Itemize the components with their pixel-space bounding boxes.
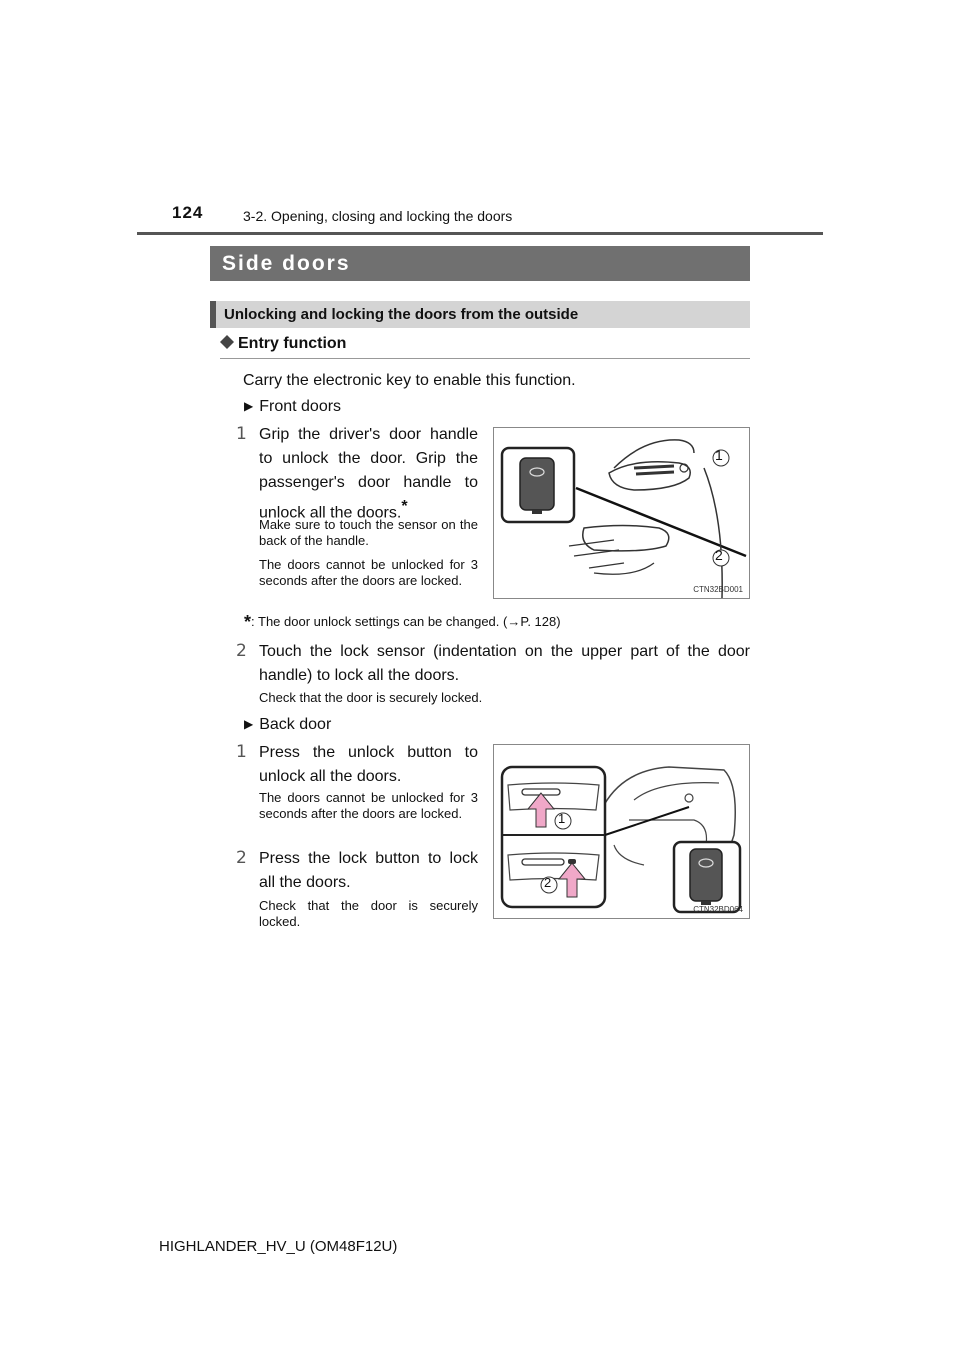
back-step2-note: Check that the door is securely locked. [259, 898, 478, 929]
back-door-label [244, 713, 331, 736]
back-step2-text: Press the lock button to lock all the doors. [259, 850, 478, 891]
asterisk-mark: * [401, 498, 408, 515]
entry-heading-text: Entry function [238, 335, 347, 352]
front-doors-figure [493, 427, 750, 599]
step-number-2: 2 [236, 848, 247, 868]
back-figure-code: CTN32BD064 [693, 905, 743, 914]
section-path: 3-2. Opening, closing and locking the doors [243, 208, 513, 224]
front-doors-illustration [494, 428, 749, 598]
footer-model: HIGHLANDER_HV_U (OM48F12U) [159, 1238, 398, 1255]
front-step2-text: Touch the lock sensor (indentation on the upper part of the door handle) to lock all the doors. [259, 643, 750, 684]
back-step1-text: Press the unlock button to unlock all the doors. [259, 744, 478, 785]
subsection-title: Unlocking and locking the doors from the outside [224, 306, 579, 323]
entry-rule [220, 358, 750, 359]
front-step1-note2: The doors cannot be unlocked for 3 seconds after the doors are locked. [259, 557, 478, 588]
step-number-2: 2 [236, 641, 247, 661]
front-step2-note: Check that the door is securely locked. [259, 690, 483, 705]
front-figure-code: CTN32BD001 [693, 585, 743, 594]
back-figure-callout-2: 2 [544, 875, 552, 890]
front-step1-text-body: Grip the driver's door handle to unlock the door. Grip the passenger's door handle to unlock all the doors. [259, 426, 478, 522]
back-door-label-text: Back door [259, 716, 332, 733]
front-doors-label-text: Front doors [259, 398, 342, 415]
front-doors-label [244, 395, 341, 418]
footnote [244, 614, 561, 630]
footnote-text: : The door unlock settings can be changed. (→P. 128) [251, 614, 561, 629]
front-figure-callout-2: 2 [715, 547, 723, 563]
front-step1-note1: Make sure to touch the sensor on the back of the handle. [259, 517, 478, 548]
triangle-right-icon: ▶ [244, 399, 254, 413]
footnote-mark: * [244, 612, 252, 632]
back-door-illustration [494, 745, 749, 918]
back-step1-note: The doors cannot be unlocked for 3 seconds after the doors are locked. [259, 790, 478, 821]
front-step1-text [259, 423, 478, 525]
entry-intro: Carry the electronic key to enable this function. [243, 372, 576, 389]
section-title: Side doors [222, 252, 351, 275]
back-door-figure [493, 744, 750, 919]
triangle-right-icon: ▶ [244, 717, 254, 731]
header-rule [137, 232, 823, 235]
entry-heading [220, 335, 346, 353]
step-number-1: 1 [236, 742, 247, 762]
back-figure-callout-1: 1 [558, 811, 566, 826]
front-figure-callout-1: 1 [715, 447, 723, 463]
page-number: 124 [172, 203, 204, 222]
diamond-icon [220, 335, 234, 349]
step-number-1: 1 [236, 424, 247, 444]
